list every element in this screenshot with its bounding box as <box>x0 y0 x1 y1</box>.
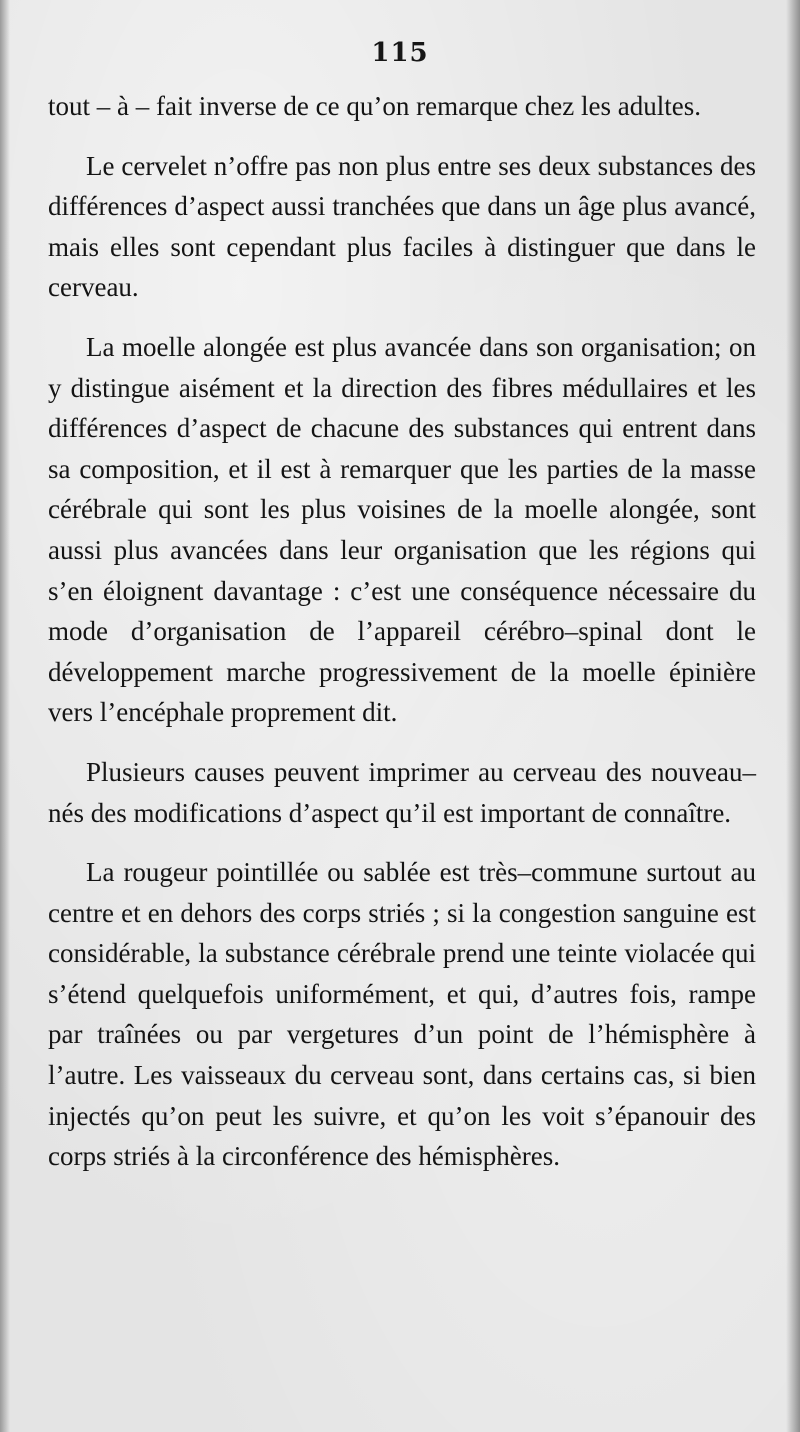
page-number: 115 <box>371 38 429 68</box>
paragraph-3: La moelle alongée est plus avancée dans son organisation; on y distingue aisément et la direction des fibres médullaires et les différences d’aspect de chacune des substances qui entrent dans sa composition, et il est à remarquer que les parties de la masse cérébrale qui sont les plus voisines de la moelle alongée, sont aussi plus avancées dans leur organisation que les régions qui s’en éloignent davantage : c’est une conséquence nécessaire du mode d’organisation de l’appareil cérébro–spinal dont le développement marche progressivement de la moelle épinière vers l’encéphale proprement dit. <box>48 331 756 728</box>
paragraph-2: Le cervelet n’offre pas non plus entre ses deux substances des différences d’aspect aussi tranchées que dans un âge plus avancé, mais elles sont cependant plus faciles à distinguer que dans le cerveau. <box>48 150 756 303</box>
page-edge-right <box>786 0 800 1432</box>
paragraph-1: tout – à – fait inverse de ce qu’on remarque chez les adultes. <box>48 91 701 121</box>
body-text <box>48 86 756 1196</box>
paragraph-5: La rougeur pointillée ou sablée est très–commune surtout au centre et en dehors des corps striés ; si la congestion sanguine est considérable, la substance cérébrale prend une teinte violacée qui s’étend quelquefois uniformément, et qui, d’autres fois, rampe par traînées ou par vergetures d’un point de l’hémisphère à l’autre. Les vaisseaux du cerveau sont, dans certains cas, si bien injectés qu’on peut les suivre, et qu’on les voit s’épanouir des corps striés à la circonférence des hémisphères. <box>48 857 756 1172</box>
page-edge-left <box>0 0 10 1432</box>
paragraph-4: Plusieurs causes peuvent imprimer au cerveau des nouveau–nés des modifications d’aspect qu’il est important de connaître. <box>48 756 756 828</box>
